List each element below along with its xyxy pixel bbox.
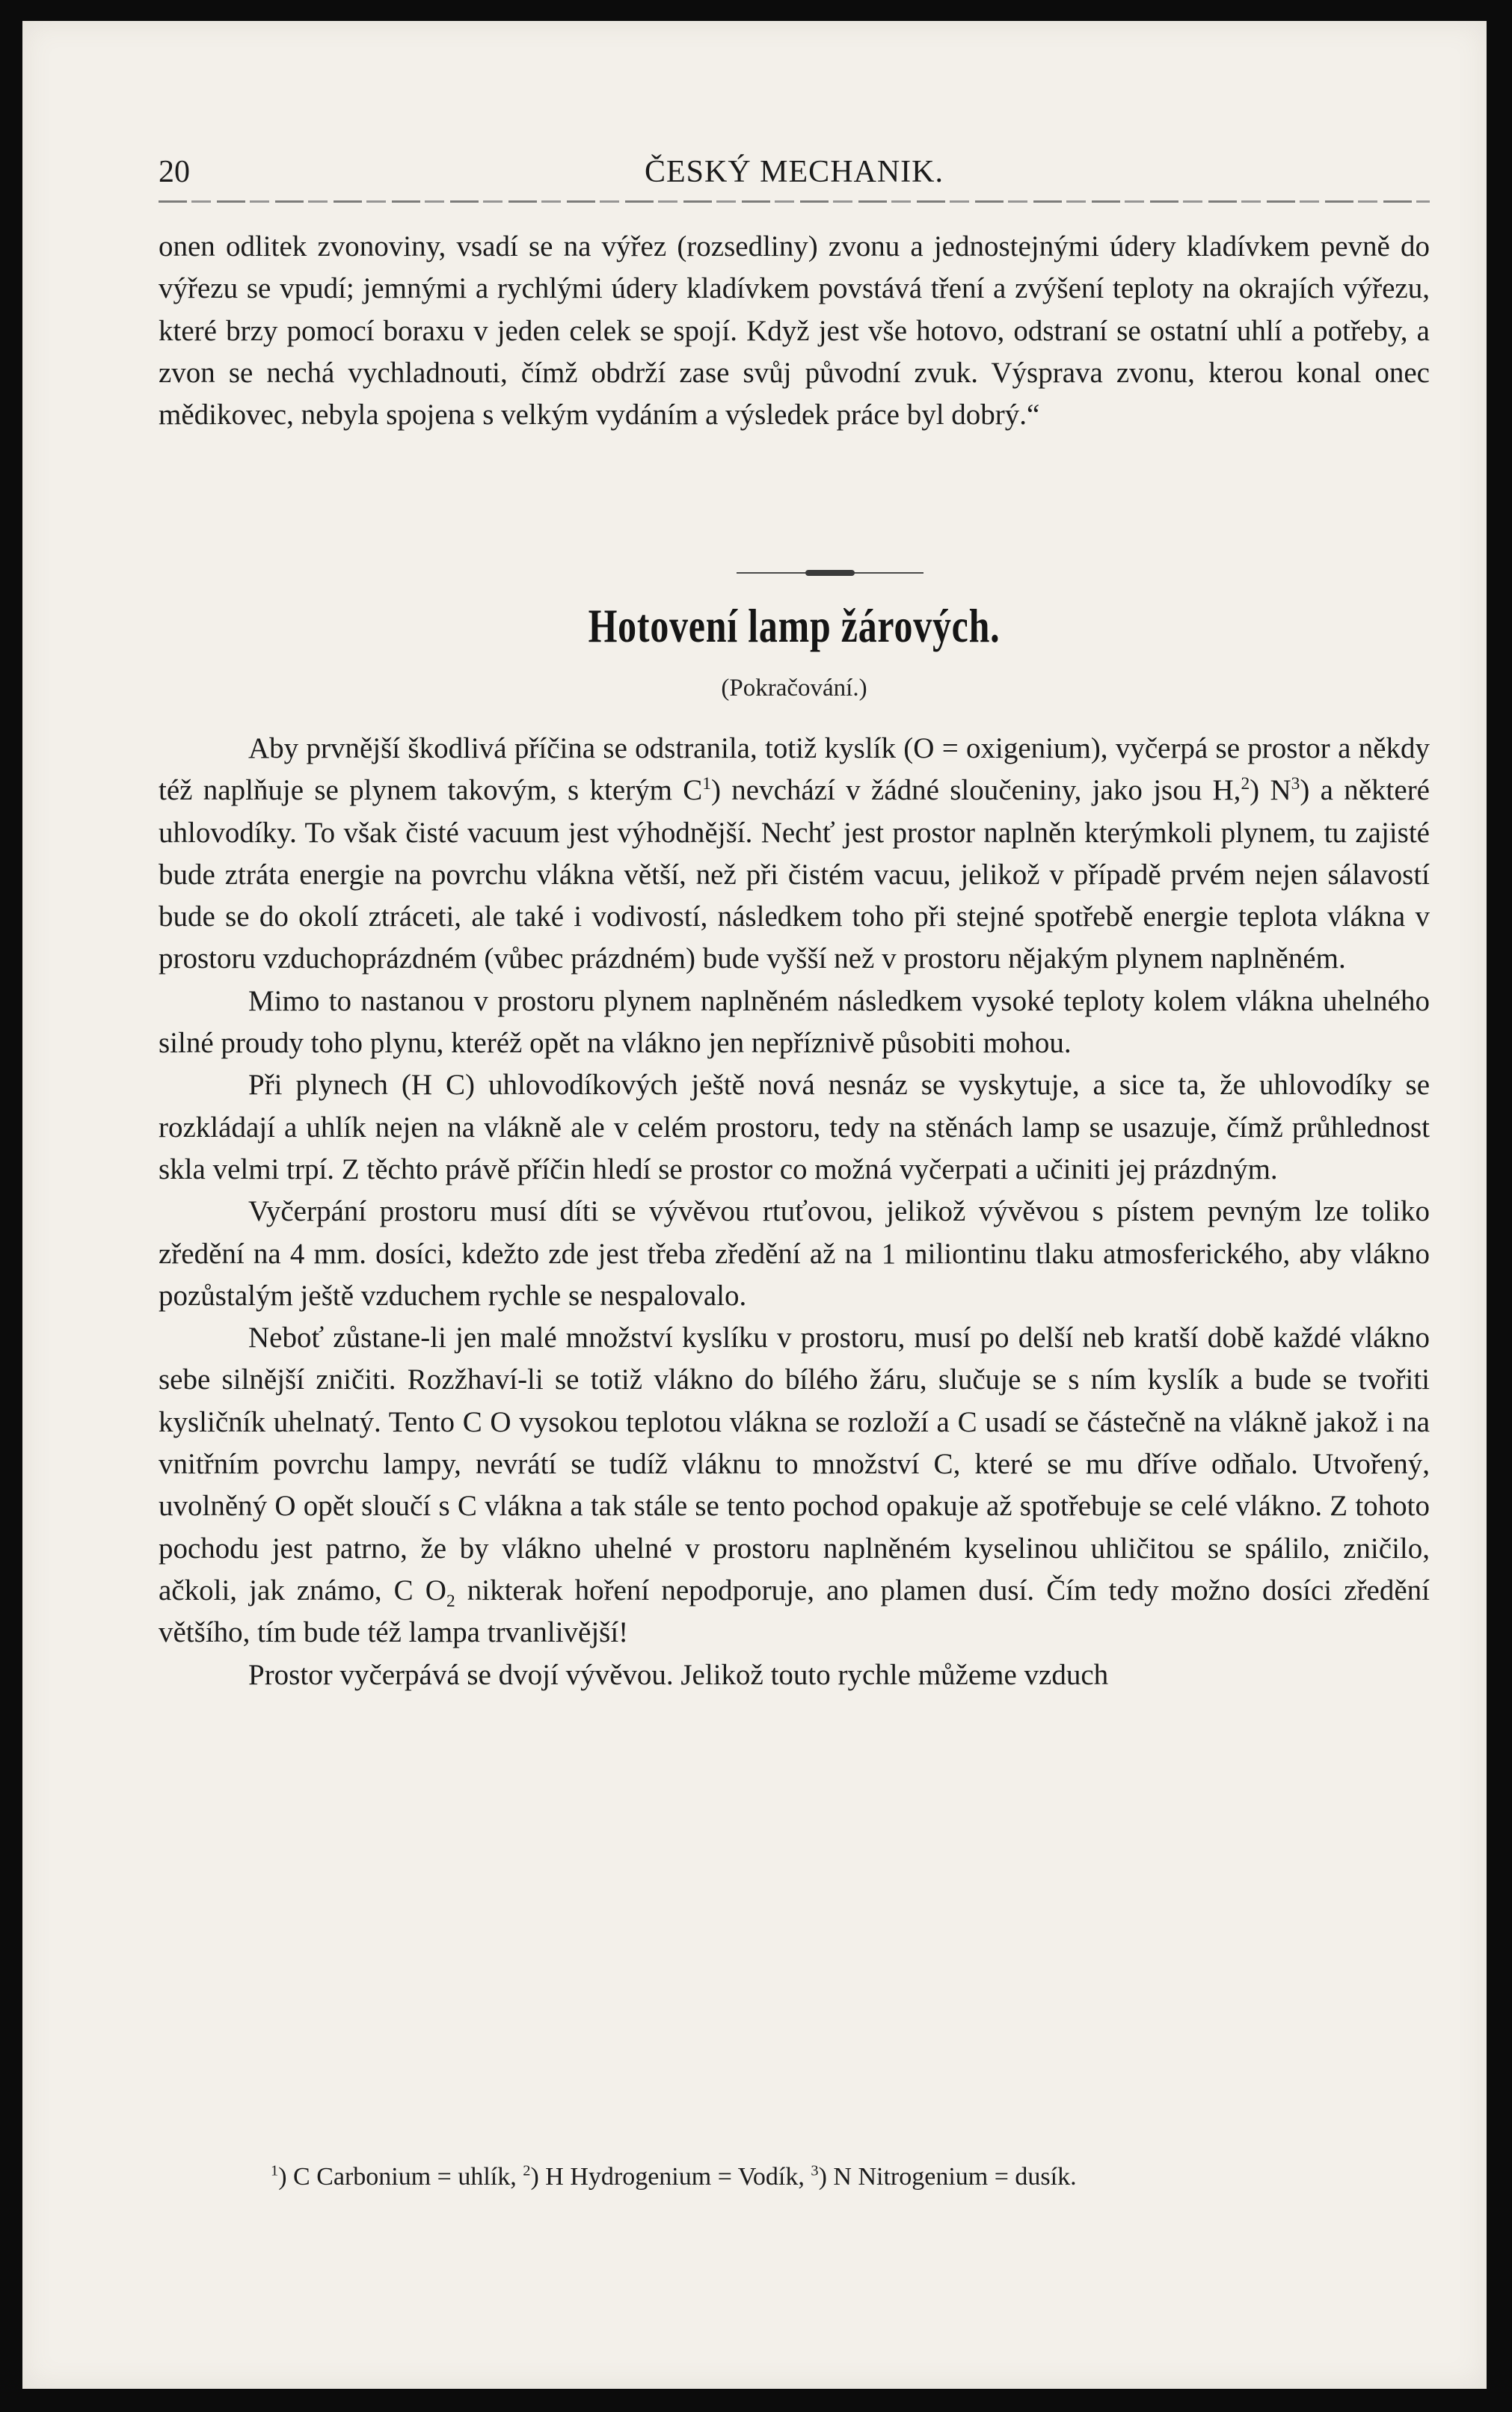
page-header [159,144,1430,196]
text-run: Neboť zůstane-li jen malé množství kyslíku v prostoru, musí po delší neb kratší době každé vlákno sebe silnější zničiti. Rozžhaví-li se totiž vlákno do bílého žáru, slučuje se s ním kyslík a bude se tvořiti kysličník uhelnatý. Tento C O vysokou teplotou vlákna se rozloží a C usadí se částečně na vlákně jakož i na vnitřním povrchu lampy, nevrátí se tudíž vláknu to množství C, které se mu dříve odňalo. Utvořený, uvolněný O opět sloučí s C vlákna a tak stále se tento pochod opakuje až spotřebuje se celé vlákno. Z tohoto pochodu jest patrno, že by vlákno uhelné v prostoru naplněném kyselinou uhličitou se spálilo, zničilo, ačkoli, jak známo, C O [159,1322,1430,1607]
continuation-note: (Pokračování.) [721,675,867,702]
footnote-ref: 3 [1291,774,1300,794]
text-run: ) a některé uhlovodíky. To však čisté vacuum jest výhodnější. Nechť jest prostor naplněn kterýmkoli plynem, tu zajisté bude ztráta energie na povrchu vlákna větší, než při čistém vacuu, jelikož v případě prvém nejen sálavostí bude se do okolí ztráceti, ale také i vodivostí, následkem toho při stejné spotřebě energie teplota vlákna v prostoru vzduchoprázdném (vůbec prázdném) bude vyšší než v prostoru nějakým plynem naplněném. [159,774,1430,975]
paragraph: onen odlitek zvonoviny, vsadí se na výřez (rozsedliny) zvonu a jednostejnými údery kladívkem pevně do výřezu se vpudí; jemnými a rychlými údery kladívkem povstává tření a zvýšení teploty na okrajích výřezu, které brzy pomocí boraxu v jeden celek se spojí. Když jest vše hotovo, odstraní se ostatní uhlí a potřeby, a zvon se nechá vychladnouti, čímž obdrží zase svůj původní zvuk. Výsprava zvonu, kterou konal onec mědikovec, nebyla spojena s velkým vydáním a výsledek práce byl dobrý.“ [159,230,1430,432]
footnote-text: ) N Nitrogenium = dusík. [818,2163,1077,2191]
paragraph: Při plynech (H C) uhlovodíkových ještě nová nesnáz se vyskytuje, a sice ta, že uhlovodíky se rozkládají a uhlík nejen na vlákně ale v celém prostoru, tedy na stěnách lamp se usazuje, čímž průhlednost skla velmi trpí. Z těchto právě příčin hledí se prostor co možná vyčerpati a učiniti jej prázdným. [159,1069,1430,1185]
header-rule [159,200,1430,203]
footnote-text: ) H Hydrogenium = Vodík, [530,2163,811,2191]
footnote-text: ) C Carbonium = uhlík, [278,2163,523,2191]
paragraph [159,1317,1430,1654]
footnotes [159,2163,1430,2191]
paragraph [159,728,1430,981]
article-body [159,728,1430,1696]
footnote-marker: 1 [271,2162,279,2179]
top-text-block [159,226,1430,436]
page-number: 20 [159,155,190,189]
paragraph: Prostor vyčerpává se dvojí vývěvou. Jelikož touto rychle můžeme vzduch [248,1658,1109,1691]
running-title: ČESKÝ MECHANIK. [644,155,944,189]
footnote-ref: 2 [1241,774,1250,794]
divider-ornament [805,570,855,576]
section-divider [737,571,924,574]
text-run: ) N [1250,774,1291,807]
footnote-ref: 1 [702,774,711,794]
footnote-marker: 2 [523,2162,531,2179]
footnote-marker: 3 [811,2162,819,2179]
paragraph: Mimo to nastanou v prostoru plynem naplněném následkem vysoké teploty kolem vlákna uhelného silné proudy toho plynu, kteréž opět na vlákno jen nepříznivě působiti mohou. [159,984,1430,1060]
section-title: Hotovení lamp žárových. [588,599,1001,652]
text-run: nikterak hoření nepodporuje, ano plamen dusí. Čím tedy možno dosíci zředění většího, tím bude též lampa trvanlivější! [159,1574,1430,1649]
text-run: ) nevchází v žádné sloučeniny, jako jsou H, [711,774,1241,807]
subscript: 2 [446,1591,455,1611]
paragraph: Vyčerpání prostoru musí díti se vývěvou rtuťovou, jelikož vývěvou s pístem pevným lze toliko zředění na 4 mm. dosíci, kdežto zde jest třeba zředění až na 1 miliontinu tlaku atmosferického, aby vlákno pozůstalým ještě vzduchem rychle se nespalovalo. [159,1195,1430,1312]
text-run: Aby prvnější škodlivá příčina se odstranila, totiž kyslík (O = oxigenium), vyčerpá se prostor a někdy též naplňuje se plynem takovým, s kterým C [159,732,1430,807]
